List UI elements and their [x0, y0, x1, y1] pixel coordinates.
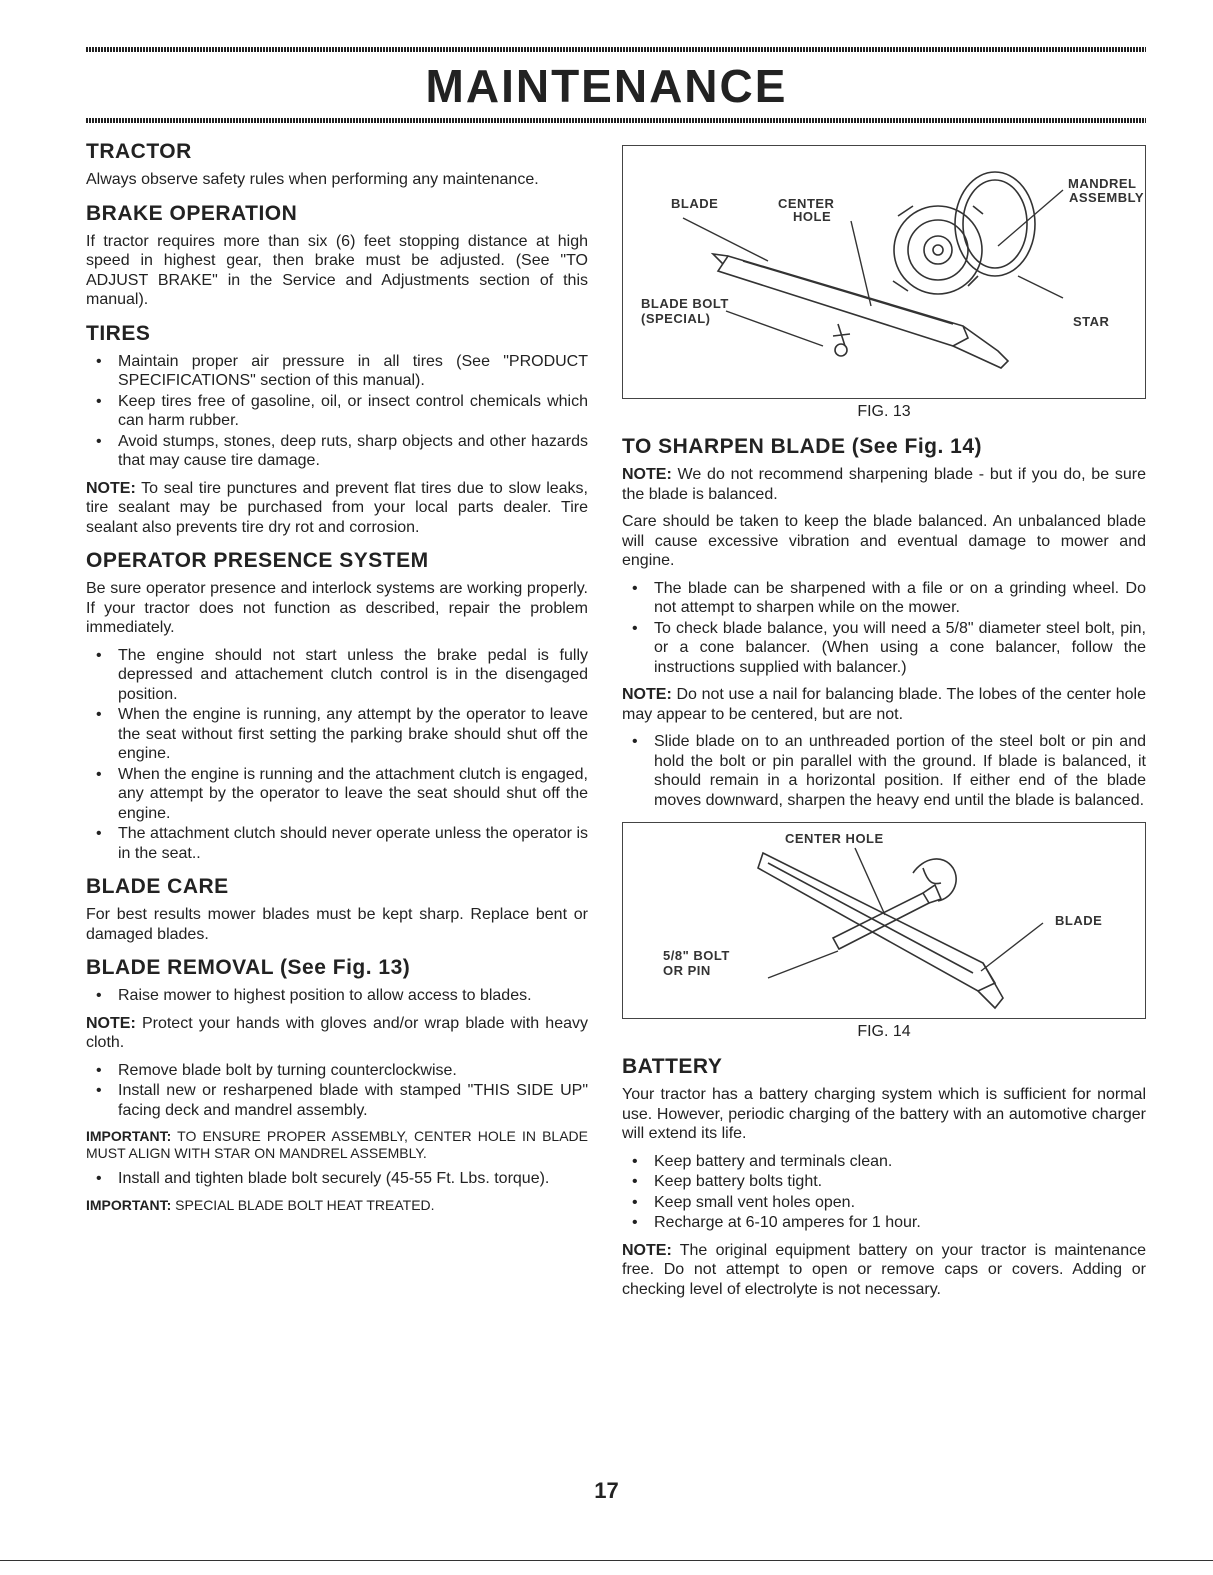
list-item: • Keep small vent holes open.	[622, 1193, 1146, 1213]
list-item: • The engine should not start unless the brake pedal is fully depressed and attachement clutch control is in the disengaged position.	[86, 646, 588, 705]
list-item: • When the engine is running and the attachment clutch is engaged, any attempt by the operator to leave the seat should shut off the engine.	[86, 765, 588, 824]
label-assembly: ASSEMBLY	[1069, 190, 1145, 205]
bottom-rule	[0, 1560, 1213, 1561]
right-column	[622, 145, 1146, 1307]
list-item: • Avoid stumps, stones, deep ruts, sharp objects and other hazards that may cause tire damage.	[86, 432, 588, 471]
figure-13-caption: FIG. 13	[857, 403, 911, 420]
tires-note	[86, 479, 588, 538]
label-mandrel: MANDREL	[1068, 176, 1137, 191]
note-text: We do not recommend sharpening blade - but if you do, be sure the blade is balanced.	[622, 466, 1146, 503]
note-label: NOTE:	[622, 1241, 672, 1259]
list-item: • Raise mower to highest position to allow access to blades.	[86, 986, 588, 1006]
battery-note	[622, 1241, 1146, 1300]
list-item: • The blade can be sharpened with a file or on a grinding wheel. Do not attempt to sharpen while on the mower.	[622, 579, 1146, 618]
sharpen-note-2	[622, 685, 1146, 724]
label-special: (SPECIAL)	[641, 311, 711, 326]
blade-removal-list-1	[86, 986, 588, 1006]
sharpen-text: Care should be taken to keep the blade balanced. An unbalanced blade will cause excessive vibration and eventual damage to mower and engine.	[622, 513, 1146, 569]
note-label: NOTE:	[86, 479, 136, 497]
note-label: NOTE:	[622, 466, 672, 483]
sharpen-heading: TO SHARPEN BLADE (See Fig. 14)	[622, 435, 983, 458]
tractor-text: Always observe safety rules when performing any maintenance.	[86, 171, 539, 188]
list-item: • When the engine is running, any attempt by the operator to leave the seat without first setting the parking brake should shut off the engine.	[86, 705, 588, 764]
blade-care-text: For best results mower blades must be kept sharp. Replace bent or damaged blades.	[86, 906, 588, 943]
label-pin: OR PIN	[663, 963, 711, 978]
list-item: • Remove blade bolt by turning counterclockwise.	[86, 1061, 588, 1081]
title-rule	[86, 118, 1146, 123]
tires-list	[86, 352, 588, 471]
sharpen-note-1	[622, 465, 1146, 504]
list-item: • Slide blade on to an unthreaded portion of the steel bolt or pin and hold the bolt or pin parallel with the ground. If blade is balanced, it should remain in a horizontal position. If either end of the blade moves downward, sharpen the heavy end until the blade is balanced.	[622, 732, 1146, 810]
list-item: • Install new or resharpened blade with stamped "THIS SIDE UP" facing deck and mandrel assembly.	[86, 1081, 588, 1120]
important-text: SPECIAL BLADE BOLT HEAT TREATED.	[171, 1196, 435, 1213]
list-item: • Recharge at 6-10 amperes for 1 hour.	[622, 1213, 1146, 1233]
battery-list	[622, 1152, 1146, 1233]
note-label: NOTE:	[622, 686, 672, 703]
important-text: TO ENSURE PROPER ASSEMBLY, CENTER HOLE IN BLADE MUST ALIGN WITH STAR ON MANDREL ASSEMBLY.	[86, 1128, 588, 1161]
sharpen-list-2	[622, 732, 1146, 810]
sharpen-list	[622, 579, 1146, 678]
label-bolt: 5/8" BOLT	[663, 948, 730, 963]
battery-heading: BATTERY	[622, 1055, 723, 1078]
figure-14-caption: FIG. 14	[857, 1023, 911, 1040]
label-blade-bolt: BLADE BOLT	[641, 296, 729, 311]
note-text: Protect your hands with gloves and/or wrap blade with heavy cloth.	[86, 1014, 588, 1051]
note-text: Do not use a nail for balancing blade. The lobes of the center hole may appear to be centered, but are not.	[622, 686, 1146, 723]
blade-care-heading: BLADE CARE	[86, 875, 229, 898]
operator-list	[86, 646, 588, 864]
list-item: • Install and tighten blade bolt securely (45-55 Ft. Lbs. torque).	[86, 1169, 588, 1189]
operator-heading: OPERATOR PRESENCE SYSTEM	[86, 549, 429, 572]
list-item: • To check blade balance, you will need a 5/8" diameter steel bolt, pin, or a cone balancer. (When using a cone balancer, follow the instructions supplied with balancer.)	[622, 619, 1146, 678]
label-star: STAR	[1073, 314, 1110, 329]
blade-assembly-illustration	[623, 146, 1145, 398]
label-center-hole: CENTER HOLE	[785, 831, 884, 846]
figure-14	[622, 822, 1146, 1019]
list-item: • Keep battery and terminals clean.	[622, 1152, 1146, 1172]
brake-heading: BRAKE OPERATION	[86, 201, 298, 225]
blade-removal-note	[86, 1014, 588, 1053]
top-rule	[86, 47, 1146, 52]
brake-text: If tractor requires more than six (6) feet stopping distance at high speed in highest gear, then brake must be adjusted. (See "TO ADJUST BRAKE" in the Service and Adjustments section of this manual).	[86, 232, 588, 308]
label-blade: BLADE	[1055, 913, 1103, 928]
left-column	[86, 140, 588, 1221]
important-assembly	[86, 1128, 588, 1161]
tractor-heading: TRACTOR	[86, 140, 192, 163]
note-text: The original equipment battery on your tractor is maintenance free. Do not attempt to open or remove caps or covers. Adding or checking level of electrolyte is not necessary.	[622, 1241, 1146, 1298]
list-item: • Keep tires free of gasoline, oil, or insect control chemicals which can harm rubber.	[86, 392, 588, 431]
list-item: • Keep battery bolts tight.	[622, 1172, 1146, 1192]
list-item: • The attachment clutch should never operate unless the operator is in the seat..	[86, 824, 588, 863]
important-label: IMPORTANT:	[86, 1196, 172, 1213]
page-title: MAINTENANCE	[425, 60, 788, 112]
blade-removal-list-3	[86, 1169, 588, 1189]
important-heat-treated	[86, 1197, 588, 1214]
blade-removal-list-2	[86, 1061, 588, 1121]
tires-heading: TIRES	[86, 321, 151, 345]
battery-text: Your tractor has a battery charging system which is sufficient for normal use. However, periodic charging of the battery with an automotive charger will extend its life.	[622, 1086, 1146, 1142]
label-blade: BLADE	[671, 196, 719, 211]
operator-text: Be sure operator presence and interlock systems are working properly. If your tractor does not function as described, repair the problem immediately.	[86, 580, 588, 636]
label-hole: HOLE	[793, 209, 832, 224]
note-text: To seal tire punctures and prevent flat tires due to slow leaks, tire sealant may be purchased from your local parts dealer. Tire sealant also prevents tire dry rot and corrosion.	[86, 479, 588, 536]
page-number: 17	[594, 1478, 619, 1503]
blade-removal-heading: BLADE REMOVAL (See Fig. 13)	[86, 956, 411, 979]
label-center: CENTER	[778, 196, 835, 211]
important-label: IMPORTANT:	[86, 1128, 172, 1144]
list-item: • Maintain proper air pressure in all tires (See "PRODUCT SPECIFICATIONS" section of this manual).	[86, 352, 588, 391]
note-label: NOTE:	[86, 1014, 136, 1032]
figure-13	[622, 145, 1146, 399]
